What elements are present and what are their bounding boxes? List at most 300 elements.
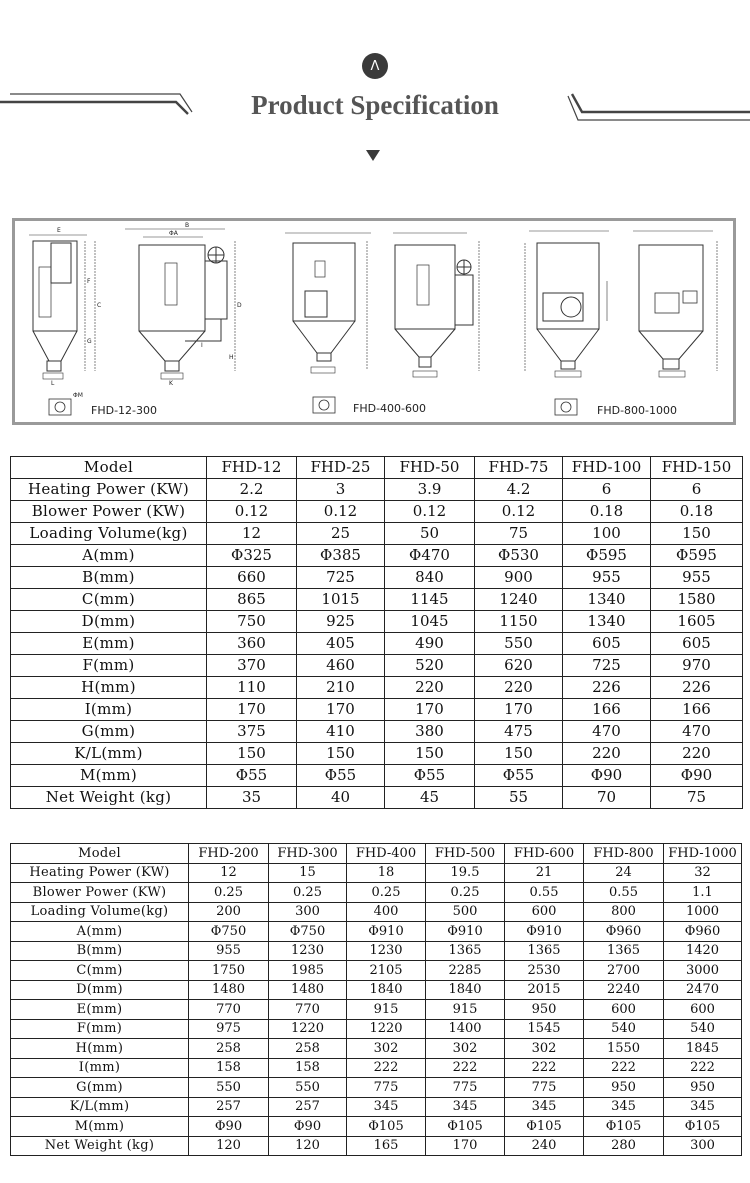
row-label: E(mm) bbox=[11, 1000, 189, 1020]
table-cell: 600 bbox=[664, 1000, 742, 1020]
table-cell: 775 bbox=[347, 1078, 426, 1098]
table-cell: 40 bbox=[297, 787, 385, 809]
table-cell: 400 bbox=[347, 902, 426, 922]
table-row bbox=[11, 1000, 742, 1020]
row-label: C(mm) bbox=[11, 589, 207, 611]
dim-letter-g: G bbox=[87, 338, 92, 345]
table-header-row bbox=[11, 844, 742, 864]
row-label: I(mm) bbox=[11, 699, 207, 721]
dim-letter-i: I bbox=[201, 342, 203, 349]
table-row bbox=[11, 961, 742, 981]
table-cell: 6 bbox=[651, 479, 743, 501]
table-cell: 0.25 bbox=[189, 883, 269, 903]
table-cell: 70 bbox=[563, 787, 651, 809]
row-label: M(mm) bbox=[11, 1117, 189, 1137]
table-cell: 0.12 bbox=[475, 501, 563, 523]
dim-letter-f: F bbox=[87, 278, 91, 285]
table-cell: Φ910 bbox=[347, 922, 426, 942]
table-cell: 35 bbox=[207, 787, 297, 809]
table-cell: 660 bbox=[207, 567, 297, 589]
left-title-rule bbox=[0, 84, 195, 120]
table-cell: 975 bbox=[189, 1019, 269, 1039]
table-cell: 2.2 bbox=[207, 479, 297, 501]
spec-table-small-models-body bbox=[11, 457, 743, 809]
spec-table-large-models-body bbox=[11, 844, 742, 1156]
table-row bbox=[11, 721, 743, 743]
table-cell: 150 bbox=[385, 743, 475, 765]
table-cell: 1340 bbox=[563, 589, 651, 611]
table-cell: 1.1 bbox=[664, 883, 742, 903]
row-label: A(mm) bbox=[11, 922, 189, 942]
table-cell: 955 bbox=[651, 567, 743, 589]
table-row bbox=[11, 655, 743, 677]
row-label: G(mm) bbox=[11, 1078, 189, 1098]
spec-table-small-models bbox=[10, 456, 743, 809]
dim-letter-h: H bbox=[229, 354, 234, 361]
table-cell: 470 bbox=[651, 721, 743, 743]
table-cell: 165 bbox=[347, 1136, 426, 1156]
row-label: C(mm) bbox=[11, 961, 189, 981]
table-cell: Φ55 bbox=[207, 765, 297, 787]
table-cell: 1750 bbox=[189, 961, 269, 981]
table-cell: 170 bbox=[297, 699, 385, 721]
table-cell: 915 bbox=[426, 1000, 505, 1020]
table-cell: Φ325 bbox=[207, 545, 297, 567]
table-cell: 1240 bbox=[475, 589, 563, 611]
table-cell: 2240 bbox=[584, 980, 664, 1000]
table-cell: 0.25 bbox=[269, 883, 347, 903]
table-cell: 2015 bbox=[505, 980, 584, 1000]
table-cell: 865 bbox=[207, 589, 297, 611]
row-label: Blower Power (KW) bbox=[11, 883, 189, 903]
table-row bbox=[11, 545, 743, 567]
table-row bbox=[11, 479, 743, 501]
model-name-cell: FHD-12 bbox=[207, 457, 297, 479]
model-name-cell: FHD-600 bbox=[505, 844, 584, 864]
table-cell: 1605 bbox=[651, 611, 743, 633]
table-cell: 258 bbox=[189, 1039, 269, 1059]
table-cell: 50 bbox=[385, 523, 475, 545]
table-cell: 1145 bbox=[385, 589, 475, 611]
page-title: Product Specification bbox=[251, 90, 499, 120]
fhd-400-600-side-view bbox=[285, 233, 371, 373]
row-label: F(mm) bbox=[11, 1019, 189, 1039]
table-cell: 345 bbox=[584, 1097, 664, 1117]
table-cell: 410 bbox=[297, 721, 385, 743]
table-cell: 520 bbox=[385, 655, 475, 677]
table-cell: 1000 bbox=[664, 902, 742, 922]
table-cell: 475 bbox=[475, 721, 563, 743]
row-label: Net Weight (kg) bbox=[11, 787, 207, 809]
table-cell: 345 bbox=[426, 1097, 505, 1117]
row-label: H(mm) bbox=[11, 677, 207, 699]
table-cell: 370 bbox=[207, 655, 297, 677]
model-name-cell: FHD-100 bbox=[563, 457, 651, 479]
table-row bbox=[11, 633, 743, 655]
table-row bbox=[11, 743, 743, 765]
model-name-cell: FHD-400 bbox=[347, 844, 426, 864]
table-row bbox=[11, 501, 743, 523]
table-cell: 375 bbox=[207, 721, 297, 743]
row-label: Heating Power (KW) bbox=[11, 479, 207, 501]
table-cell: Φ55 bbox=[385, 765, 475, 787]
table-cell: Φ470 bbox=[385, 545, 475, 567]
table-cell: 0.12 bbox=[207, 501, 297, 523]
table-cell: 605 bbox=[563, 633, 651, 655]
dryer-line-drawings bbox=[15, 221, 733, 422]
table-cell: 170 bbox=[426, 1136, 505, 1156]
table-cell: 2285 bbox=[426, 961, 505, 981]
table-cell: 345 bbox=[664, 1097, 742, 1117]
table-cell: 2700 bbox=[584, 961, 664, 981]
row-label: F(mm) bbox=[11, 655, 207, 677]
table-cell: 120 bbox=[269, 1136, 347, 1156]
table-cell: 302 bbox=[347, 1039, 426, 1059]
table-cell: 302 bbox=[426, 1039, 505, 1059]
table-cell: 12 bbox=[207, 523, 297, 545]
dimension-letters bbox=[51, 222, 242, 399]
table-cell: 21 bbox=[505, 863, 584, 883]
table-row bbox=[11, 980, 742, 1000]
table-row bbox=[11, 699, 743, 721]
table-row bbox=[11, 787, 743, 809]
table-cell: Φ595 bbox=[651, 545, 743, 567]
model-name-cell: FHD-200 bbox=[189, 844, 269, 864]
row-label: Heating Power (KW) bbox=[11, 863, 189, 883]
model-name-cell: FHD-800 bbox=[584, 844, 664, 864]
table-cell: 0.18 bbox=[563, 501, 651, 523]
table-cell: 170 bbox=[385, 699, 475, 721]
table-row bbox=[11, 941, 742, 961]
table-cell: 25 bbox=[297, 523, 385, 545]
section-badge-icon: Λ bbox=[362, 53, 388, 79]
fhd-800-1000-side-view bbox=[525, 231, 609, 377]
table-cell: 3 bbox=[297, 479, 385, 501]
dim-letter-m: ΦM bbox=[73, 392, 83, 399]
row-label: D(mm) bbox=[11, 611, 207, 633]
table-cell: 220 bbox=[475, 677, 563, 699]
table-cell: 1545 bbox=[505, 1019, 584, 1039]
table-cell: 210 bbox=[297, 677, 385, 699]
model-name-cell: FHD-150 bbox=[651, 457, 743, 479]
table-cell: Φ385 bbox=[297, 545, 385, 567]
table-row bbox=[11, 1136, 742, 1156]
table-cell: 725 bbox=[297, 567, 385, 589]
table-cell: 380 bbox=[385, 721, 475, 743]
table-cell: 4.2 bbox=[475, 479, 563, 501]
table-cell: 470 bbox=[563, 721, 651, 743]
row-label: B(mm) bbox=[11, 941, 189, 961]
table-cell: 75 bbox=[475, 523, 563, 545]
table-cell: Φ750 bbox=[189, 922, 269, 942]
table-cell: 226 bbox=[563, 677, 651, 699]
table-cell: Φ105 bbox=[664, 1117, 742, 1137]
table-cell: 925 bbox=[297, 611, 385, 633]
table-cell: 170 bbox=[207, 699, 297, 721]
table-cell: 150 bbox=[651, 523, 743, 545]
dim-letter-c: C bbox=[97, 302, 102, 309]
table-cell: 2530 bbox=[505, 961, 584, 981]
table-cell: 302 bbox=[505, 1039, 584, 1059]
table-cell: 110 bbox=[207, 677, 297, 699]
table-cell: 226 bbox=[651, 677, 743, 699]
table-cell: 725 bbox=[563, 655, 651, 677]
table-cell: 345 bbox=[347, 1097, 426, 1117]
table-cell: 220 bbox=[651, 743, 743, 765]
table-cell: Φ530 bbox=[475, 545, 563, 567]
table-cell: 166 bbox=[563, 699, 651, 721]
table-cell: 345 bbox=[505, 1097, 584, 1117]
table-cell: 1840 bbox=[347, 980, 426, 1000]
table-cell: 405 bbox=[297, 633, 385, 655]
table-cell: 3000 bbox=[664, 961, 742, 981]
table-cell: 19.5 bbox=[426, 863, 505, 883]
table-cell: 1365 bbox=[426, 941, 505, 961]
table-cell: 1220 bbox=[269, 1019, 347, 1039]
row-label: K/L(mm) bbox=[11, 1097, 189, 1117]
row-label: D(mm) bbox=[11, 980, 189, 1000]
table-row bbox=[11, 765, 743, 787]
table-cell: 750 bbox=[207, 611, 297, 633]
spec-table-large-models bbox=[10, 843, 742, 1156]
table-row bbox=[11, 1058, 742, 1078]
table-cell: Φ910 bbox=[505, 922, 584, 942]
table-cell: Φ960 bbox=[584, 922, 664, 942]
dim-letter-b: B bbox=[185, 222, 190, 229]
row-label: I(mm) bbox=[11, 1058, 189, 1078]
table-cell: 950 bbox=[664, 1078, 742, 1098]
table-cell: 1340 bbox=[563, 611, 651, 633]
table-row bbox=[11, 1039, 742, 1059]
table-row bbox=[11, 883, 742, 903]
table-row bbox=[11, 863, 742, 883]
table-cell: 770 bbox=[269, 1000, 347, 1020]
table-cell: 955 bbox=[189, 941, 269, 961]
table-cell: 222 bbox=[664, 1058, 742, 1078]
table-cell: 0.12 bbox=[297, 501, 385, 523]
table-cell: Φ595 bbox=[563, 545, 651, 567]
table-row bbox=[11, 589, 743, 611]
table-cell: 1420 bbox=[664, 941, 742, 961]
table-cell: 158 bbox=[269, 1058, 347, 1078]
table-cell: 166 bbox=[651, 699, 743, 721]
table-cell: 600 bbox=[584, 1000, 664, 1020]
table-cell: 220 bbox=[385, 677, 475, 699]
table-cell: Φ105 bbox=[505, 1117, 584, 1137]
table-cell: 620 bbox=[475, 655, 563, 677]
table-cell: Φ750 bbox=[269, 922, 347, 942]
table-cell: 550 bbox=[189, 1078, 269, 1098]
table-cell: 1230 bbox=[347, 941, 426, 961]
table-cell: 200 bbox=[189, 902, 269, 922]
table-cell: 950 bbox=[505, 1000, 584, 1020]
table-row bbox=[11, 1019, 742, 1039]
table-cell: 1840 bbox=[426, 980, 505, 1000]
table-cell: 0.12 bbox=[385, 501, 475, 523]
header-cell: Model bbox=[11, 844, 189, 864]
diagram-label-fhd-400-600: FHD-400-600 bbox=[353, 402, 426, 415]
table-cell: 75 bbox=[651, 787, 743, 809]
table-cell: Φ105 bbox=[347, 1117, 426, 1137]
dim-letter-d: D bbox=[237, 302, 242, 309]
table-cell: Φ55 bbox=[475, 765, 563, 787]
dim-letter-e: E bbox=[57, 227, 61, 234]
table-cell: 550 bbox=[269, 1078, 347, 1098]
table-cell: 1220 bbox=[347, 1019, 426, 1039]
table-cell: 18 bbox=[347, 863, 426, 883]
table-cell: 24 bbox=[584, 863, 664, 883]
model-name-cell: FHD-50 bbox=[385, 457, 475, 479]
table-cell: Φ910 bbox=[426, 922, 505, 942]
table-cell: 1400 bbox=[426, 1019, 505, 1039]
table-cell: 950 bbox=[584, 1078, 664, 1098]
table-cell: 55 bbox=[475, 787, 563, 809]
table-cell: Φ90 bbox=[269, 1117, 347, 1137]
table-cell: Φ90 bbox=[189, 1117, 269, 1137]
table-cell: 970 bbox=[651, 655, 743, 677]
model-name-cell: FHD-75 bbox=[475, 457, 563, 479]
table-cell: 222 bbox=[584, 1058, 664, 1078]
table-cell: 775 bbox=[505, 1078, 584, 1098]
table-row bbox=[11, 922, 742, 942]
table-cell: 280 bbox=[584, 1136, 664, 1156]
table-row bbox=[11, 1097, 742, 1117]
table-cell: 220 bbox=[563, 743, 651, 765]
dim-letter-a: ΦA bbox=[169, 230, 178, 237]
table-cell: 32 bbox=[664, 863, 742, 883]
table-cell: 170 bbox=[475, 699, 563, 721]
table-cell: 100 bbox=[563, 523, 651, 545]
table-cell: 222 bbox=[426, 1058, 505, 1078]
row-label: G(mm) bbox=[11, 721, 207, 743]
table-cell: 800 bbox=[584, 902, 664, 922]
row-label: B(mm) bbox=[11, 567, 207, 589]
table-cell: 1985 bbox=[269, 961, 347, 981]
model-name-cell: FHD-300 bbox=[269, 844, 347, 864]
product-dimension-diagram bbox=[12, 218, 736, 425]
row-label: Loading Volume(kg) bbox=[11, 902, 189, 922]
row-label: E(mm) bbox=[11, 633, 207, 655]
table-cell: 300 bbox=[269, 902, 347, 922]
header-cell: Model bbox=[11, 457, 207, 479]
table-row bbox=[11, 1117, 742, 1137]
table-cell: 900 bbox=[475, 567, 563, 589]
table-cell: 0.25 bbox=[426, 883, 505, 903]
fhd-12-300-side-view bbox=[29, 235, 95, 379]
table-cell: 2470 bbox=[664, 980, 742, 1000]
table-cell: 0.25 bbox=[347, 883, 426, 903]
table-cell: Φ105 bbox=[426, 1117, 505, 1137]
table-cell: 45 bbox=[385, 787, 475, 809]
row-label: Blower Power (KW) bbox=[11, 501, 207, 523]
table-row bbox=[11, 611, 743, 633]
table-cell: 500 bbox=[426, 902, 505, 922]
table-cell: 1480 bbox=[269, 980, 347, 1000]
table-cell: 1480 bbox=[189, 980, 269, 1000]
table-cell: 840 bbox=[385, 567, 475, 589]
model-name-cell: FHD-25 bbox=[297, 457, 385, 479]
table-cell: Φ55 bbox=[297, 765, 385, 787]
table-cell: 257 bbox=[189, 1097, 269, 1117]
table-cell: 550 bbox=[475, 633, 563, 655]
table-cell: 1845 bbox=[664, 1039, 742, 1059]
table-cell: 1550 bbox=[584, 1039, 664, 1059]
table-cell: Φ105 bbox=[584, 1117, 664, 1137]
table-cell: 3.9 bbox=[385, 479, 475, 501]
table-cell: Φ90 bbox=[651, 765, 743, 787]
table-row bbox=[11, 677, 743, 699]
table-cell: 770 bbox=[189, 1000, 269, 1020]
down-arrow-icon bbox=[366, 150, 380, 161]
table-cell: 158 bbox=[189, 1058, 269, 1078]
table-row bbox=[11, 567, 743, 589]
table-cell: 0.18 bbox=[651, 501, 743, 523]
table-cell: 915 bbox=[347, 1000, 426, 1020]
model-name-cell: FHD-1000 bbox=[664, 844, 742, 864]
table-cell: Φ960 bbox=[664, 922, 742, 942]
table-cell: 150 bbox=[207, 743, 297, 765]
table-cell: 6 bbox=[563, 479, 651, 501]
table-cell: 540 bbox=[664, 1019, 742, 1039]
table-cell: 222 bbox=[347, 1058, 426, 1078]
table-cell: 775 bbox=[426, 1078, 505, 1098]
table-cell: 1015 bbox=[297, 589, 385, 611]
row-label: Net Weight (kg) bbox=[11, 1136, 189, 1156]
table-cell: 605 bbox=[651, 633, 743, 655]
row-label: K/L(mm) bbox=[11, 743, 207, 765]
table-cell: Φ90 bbox=[563, 765, 651, 787]
table-cell: 0.55 bbox=[584, 883, 664, 903]
model-name-cell: FHD-500 bbox=[426, 844, 505, 864]
row-label: M(mm) bbox=[11, 765, 207, 787]
table-cell: 1365 bbox=[584, 941, 664, 961]
table-cell: 257 bbox=[269, 1097, 347, 1117]
table-cell: 222 bbox=[505, 1058, 584, 1078]
table-cell: 540 bbox=[584, 1019, 664, 1039]
table-cell: 120 bbox=[189, 1136, 269, 1156]
table-cell: 1365 bbox=[505, 941, 584, 961]
table-cell: 955 bbox=[563, 567, 651, 589]
row-label: Loading Volume(kg) bbox=[11, 523, 207, 545]
table-row bbox=[11, 902, 742, 922]
table-cell: 600 bbox=[505, 902, 584, 922]
table-cell: 258 bbox=[269, 1039, 347, 1059]
table-cell: 15 bbox=[269, 863, 347, 883]
fhd-800-1000-front-view bbox=[633, 231, 717, 377]
fhd-400-600-front-view bbox=[393, 233, 479, 377]
table-header-row bbox=[11, 457, 743, 479]
table-cell: 240 bbox=[505, 1136, 584, 1156]
table-row bbox=[11, 523, 743, 545]
dim-letter-k: K bbox=[169, 380, 173, 387]
right-title-rule bbox=[564, 90, 750, 126]
table-cell: 150 bbox=[475, 743, 563, 765]
table-cell: 1580 bbox=[651, 589, 743, 611]
dim-letter-l: L bbox=[51, 380, 55, 387]
table-cell: 1230 bbox=[269, 941, 347, 961]
table-cell: 360 bbox=[207, 633, 297, 655]
table-cell: 300 bbox=[664, 1136, 742, 1156]
diagram-label-fhd-800-1000: FHD-800-1000 bbox=[597, 404, 677, 417]
table-cell: 490 bbox=[385, 633, 475, 655]
table-cell: 150 bbox=[297, 743, 385, 765]
table-cell: 12 bbox=[189, 863, 269, 883]
table-cell: 460 bbox=[297, 655, 385, 677]
diagram-label-fhd-12-300: FHD-12-300 bbox=[91, 404, 157, 417]
row-label: H(mm) bbox=[11, 1039, 189, 1059]
table-cell: 2105 bbox=[347, 961, 426, 981]
row-label: A(mm) bbox=[11, 545, 207, 567]
